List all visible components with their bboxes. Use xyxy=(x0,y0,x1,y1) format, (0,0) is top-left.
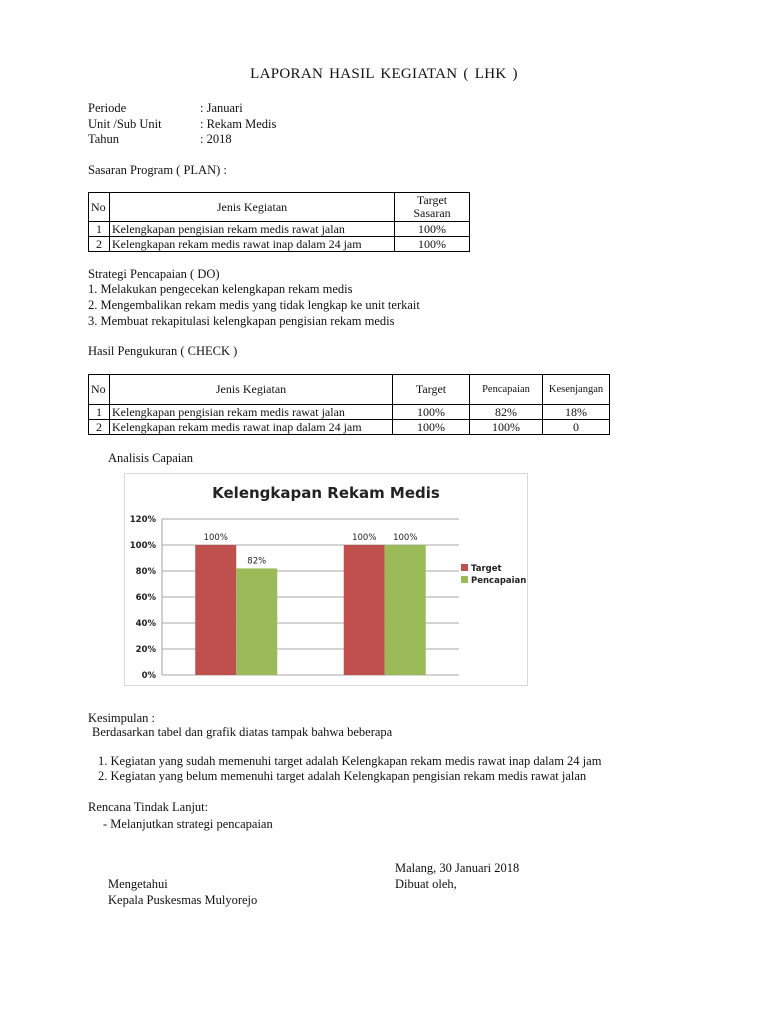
bar-chart xyxy=(125,474,527,685)
col-no: No xyxy=(89,375,110,405)
do-item: 3. Membuat rekapitulasi kelengkapan pengisian rekam medis xyxy=(88,314,395,328)
table-row xyxy=(89,405,610,420)
chart-container xyxy=(124,473,528,686)
chart-title: Kelengkapan Rekam Medis xyxy=(212,484,440,502)
data-label: 100% xyxy=(352,533,377,543)
do-heading: Strategi Pencapaian ( DO) xyxy=(88,267,220,281)
info-value: : 2018 xyxy=(200,132,232,146)
col-no: No xyxy=(89,193,110,222)
info-periode xyxy=(88,101,388,117)
cell-target: 100% xyxy=(395,222,470,237)
cell-jenis: Kelengkapan pengisian rekam medis rawat jalan xyxy=(110,405,393,420)
col-jenis: Jenis Kegiatan xyxy=(110,375,393,405)
y-tick-label: 40% xyxy=(135,619,156,629)
cell-no: 1 xyxy=(89,405,110,420)
signature-left-line1: Mengetahui xyxy=(108,877,168,891)
legend-swatch xyxy=(461,576,468,583)
cell-jenis: Kelengkapan pengisian rekam medis rawat jalan xyxy=(110,222,395,237)
y-tick-label: 120% xyxy=(129,515,156,525)
data-label: 100% xyxy=(393,533,418,543)
legend-label: Target xyxy=(471,564,502,574)
col-pencapaian: Pencapaian xyxy=(470,375,543,405)
col-kesenjangan: Kesenjangan xyxy=(543,375,610,405)
bar-pencapaian xyxy=(236,568,277,675)
kesimpulan-item: 2. Kegiatan yang belum memenuhi target adalah Kelengkapan pengisian rekam medis rawat jalan xyxy=(98,769,587,783)
signature-place-date: Malang, 30 Januari 2018 xyxy=(395,861,520,875)
rencana-heading: Rencana Tindak Lanjut: xyxy=(88,800,209,814)
info-label: Unit /Sub Unit xyxy=(88,117,162,131)
do-item: 1. Melakukan pengecekan kelengkapan rekam medis xyxy=(88,282,353,296)
cell-no: 2 xyxy=(89,237,110,252)
plan-table xyxy=(88,192,470,252)
signature-left-line2: Kepala Puskesmas Mulyorejo xyxy=(108,893,258,907)
cell-pencapaian: 82% xyxy=(470,405,543,420)
bar-target xyxy=(344,545,385,675)
cell-kesenjangan: 0 xyxy=(543,420,610,435)
cell-pencapaian: 100% xyxy=(470,420,543,435)
kesimpulan-intro: Berdasarkan tabel dan grafik diatas tampak bahwa beberapa xyxy=(92,725,393,739)
table-header-row xyxy=(89,375,610,405)
bar-pencapaian xyxy=(385,545,426,675)
rencana-item: - Melanjutkan strategi pencapaian xyxy=(103,817,273,831)
table-row xyxy=(89,222,470,237)
legend-swatch xyxy=(461,564,468,571)
cell-target: 100% xyxy=(393,420,470,435)
check-table xyxy=(88,374,610,435)
table-header-row xyxy=(89,193,470,222)
col-target xyxy=(395,193,470,222)
plan-heading: Sasaran Program ( PLAN) : xyxy=(88,163,227,177)
report-title: LAPORAN HASIL KEGIATAN ( LHK ) xyxy=(250,66,518,82)
data-label: 82% xyxy=(247,556,267,567)
check-heading: Hasil Pengukuran ( CHECK ) xyxy=(88,344,238,358)
cell-target: 100% xyxy=(393,405,470,420)
table-row xyxy=(89,237,470,252)
cell-kesenjangan: 18% xyxy=(543,405,610,420)
info-label: Periode xyxy=(88,101,127,115)
info-unit xyxy=(88,117,388,133)
info-tahun xyxy=(88,132,388,148)
cell-no: 2 xyxy=(89,420,110,435)
kesimpulan-heading: Kesimpulan : xyxy=(88,711,156,725)
cell-jenis: Kelengkapan rekam medis rawat inap dalam 24 jam xyxy=(110,237,395,252)
data-label: 100% xyxy=(203,533,228,543)
cell-target: 100% xyxy=(395,237,470,252)
y-tick-label: 100% xyxy=(129,541,156,551)
col-target-line2: Sasaran xyxy=(413,206,451,220)
analisis-label: Analisis Capaian xyxy=(108,451,194,465)
info-value: : Januari xyxy=(200,101,243,115)
col-target: Target xyxy=(393,375,470,405)
signature-right-line1: Dibuat oleh, xyxy=(395,877,457,891)
col-jenis: Jenis Kegiatan xyxy=(110,193,395,222)
do-item: 2. Mengembalikan rekam medis yang tidak lengkap ke unit terkait xyxy=(88,298,420,312)
y-tick-label: 80% xyxy=(135,567,156,577)
y-tick-label: 0% xyxy=(141,671,156,681)
y-tick-label: 20% xyxy=(135,645,156,655)
legend-label: Pencapaian xyxy=(471,576,527,586)
info-label: Tahun xyxy=(88,132,120,146)
col-target-line1: Target xyxy=(416,193,448,207)
bar-target xyxy=(195,545,236,675)
info-value: : Rekam Medis xyxy=(200,117,277,131)
kesimpulan-item: 1. Kegiatan yang sudah memenuhi target adalah Kelengkapan rekam medis rawat inap dalam 24 jam xyxy=(98,754,602,768)
table-row xyxy=(89,420,610,435)
cell-no: 1 xyxy=(89,222,110,237)
cell-jenis: Kelengkapan rekam medis rawat inap dalam 24 jam xyxy=(110,420,393,435)
y-tick-label: 60% xyxy=(135,593,156,603)
